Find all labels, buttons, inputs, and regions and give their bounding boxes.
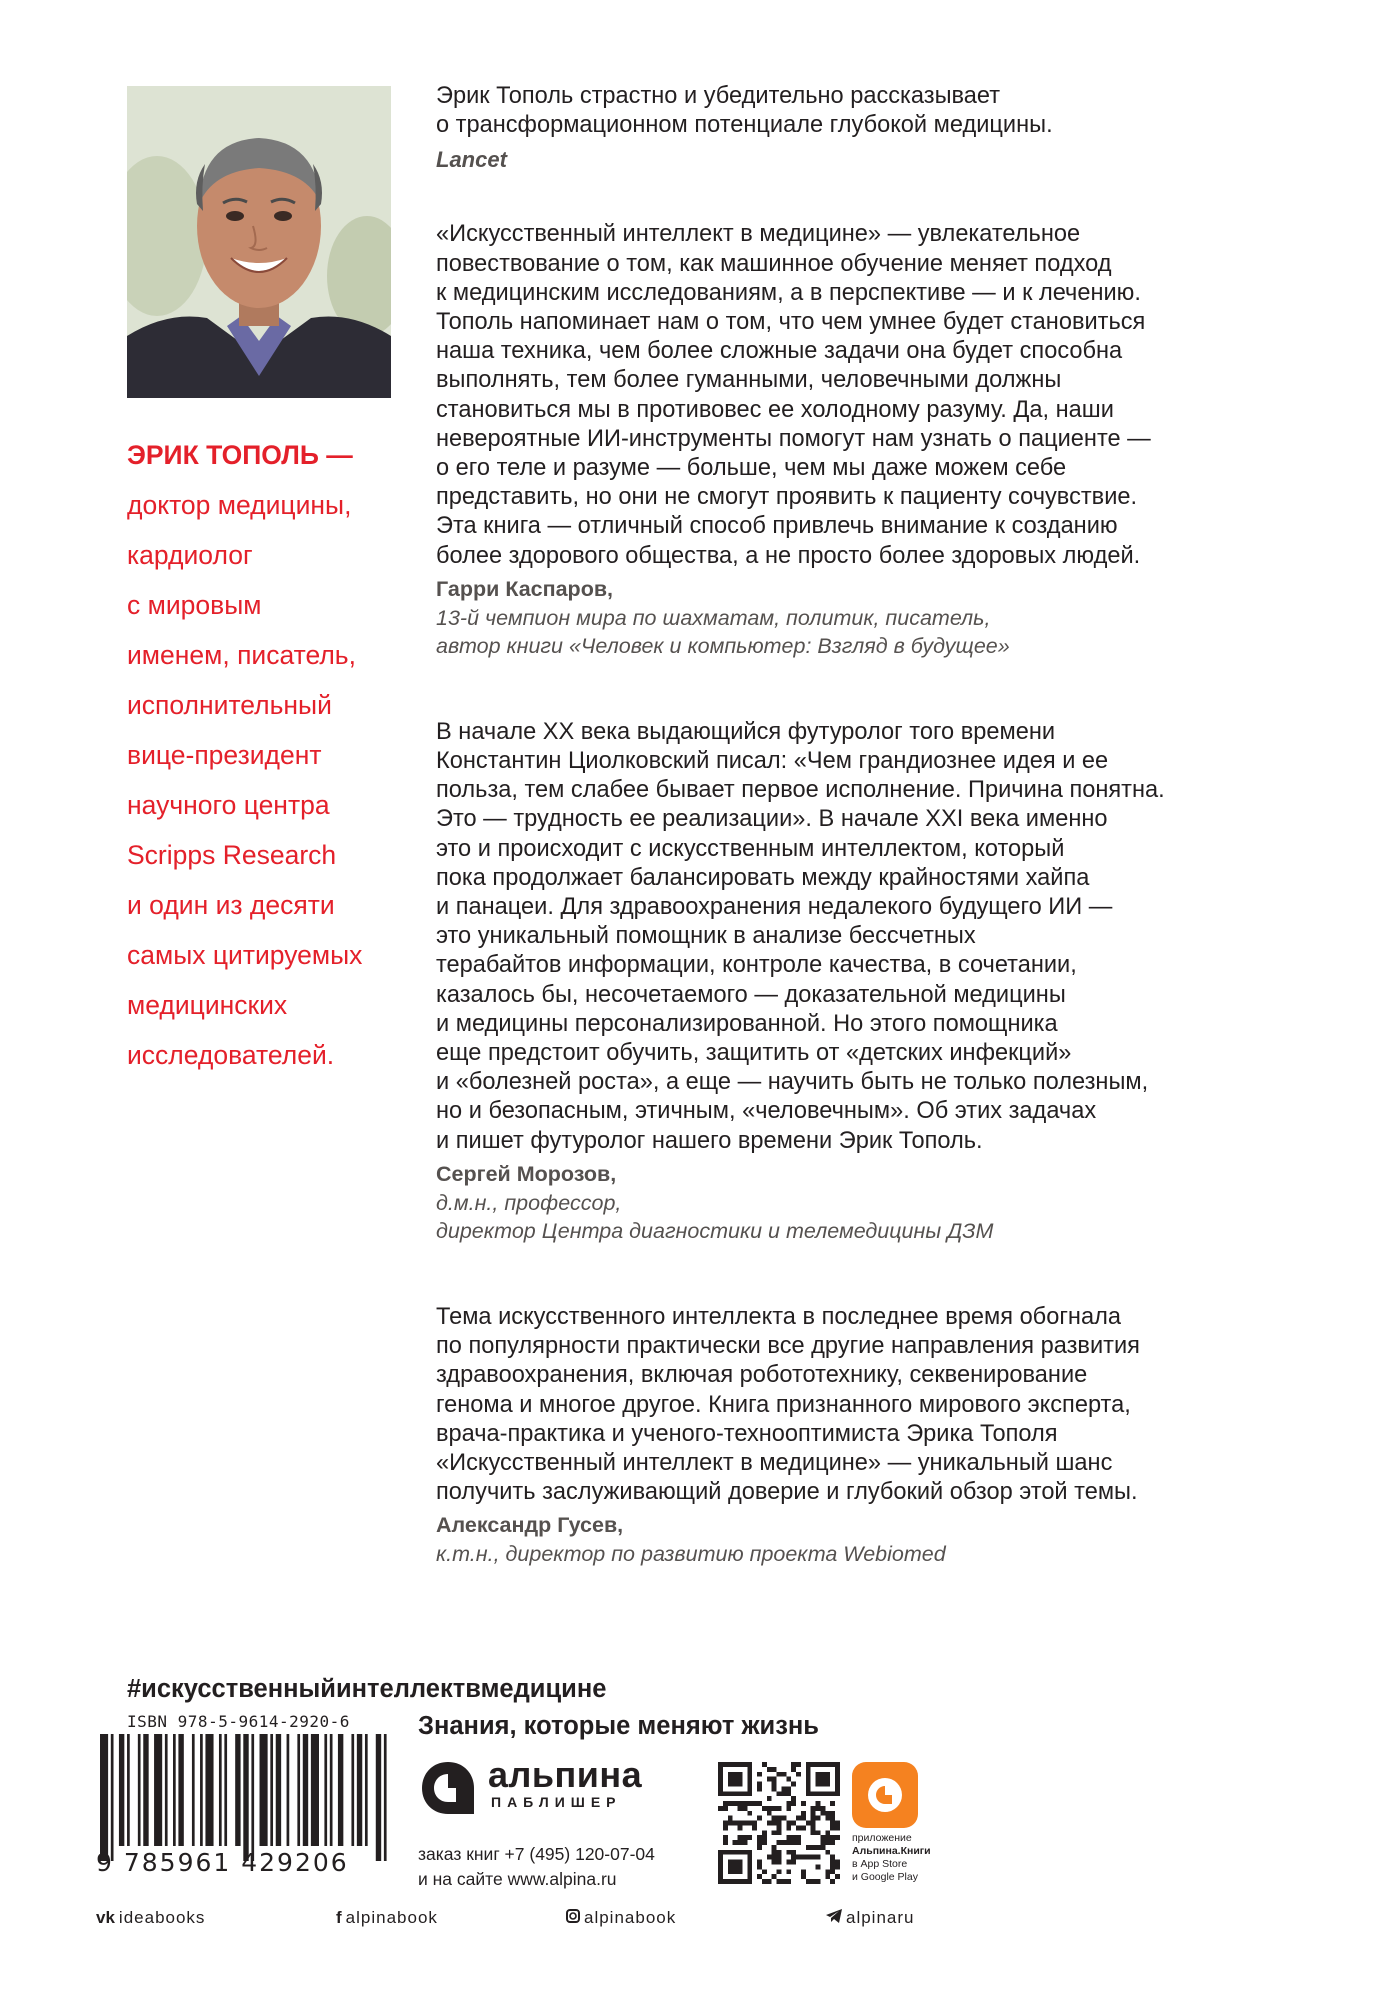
- quote-line: представить, но они не смогут проявить к пациенту сочувствие.: [436, 484, 1138, 511]
- publisher-slogan: Знания, которые меняют жизнь: [418, 1712, 819, 1740]
- quote-source-name: Lancet: [436, 147, 507, 173]
- quote-source-title: 13-й чемпион мира по шахматам, политик, писатель,: [436, 605, 991, 630]
- order-website: и на сайте www.alpina.ru: [418, 1869, 617, 1889]
- quote-line: Константин Циолковский писал: «Чем грандиознее идея и ее: [436, 748, 1109, 775]
- qr-code: [718, 1762, 840, 1884]
- author-bio-line: самых цитируемых: [127, 940, 363, 970]
- alpina-logo-icon: [418, 1758, 478, 1818]
- quote-line: невероятные ИИ-инструменты помогут нам узнать о пациенте —: [436, 425, 1151, 452]
- quote-line: Эта книга — отличный способ привлечь внимание к созданию: [436, 513, 1118, 540]
- quote-line: казалось бы, несочетаемого — доказательной медицины: [436, 981, 1066, 1008]
- quote-line: о его теле и разуме — больше, чем мы даже можем себе: [436, 455, 1067, 482]
- quote-line: выполнять, тем более гуманными, человечными должны: [436, 367, 1062, 394]
- quote-source-title: к.т.н., директор по развитию проекта Webiomed: [436, 1542, 946, 1567]
- author-bio-line: кардиолог: [127, 540, 253, 570]
- order-info: [418, 1842, 655, 1892]
- quote-source-title: автор книги «Человек и компьютер: Взгляд в будущее»: [436, 633, 1010, 658]
- quote-line: и пишет футуролог нашего времени Эрик Тополь.: [436, 1127, 983, 1154]
- author-bio-line: доктор медицины,: [127, 490, 352, 520]
- quote-line: и медицины персонализированной. Но этого помощника: [436, 1010, 1058, 1037]
- quote-line: В начале XX века выдающийся футуролог того времени: [436, 718, 1056, 745]
- quote-line: по популярности практически все другие направления развития: [436, 1333, 1140, 1360]
- facebook-icon: f: [336, 1908, 342, 1927]
- social-handle: alpinabook: [345, 1908, 438, 1927]
- social-telegram[interactable]: [826, 1908, 915, 1928]
- author-bio-line: вице-президент: [127, 740, 322, 770]
- quote-line: еще предстоит обучить, защитить от «детских инфекций»: [436, 1040, 1072, 1067]
- app-store-text: [852, 1832, 931, 1884]
- quote-source-title: директор Центра диагностики и телемедицины ДЗМ: [436, 1218, 994, 1243]
- app-text-line: приложение: [852, 1832, 912, 1844]
- quote-source-name: Сергей Морозов,: [436, 1161, 617, 1186]
- quote-line: это уникальный помощник в анализе бессчетных: [436, 923, 976, 950]
- author-bio-line: научного центра: [127, 790, 330, 820]
- quote-line: польза, тем слабее бывает первое исполнение. Причина понятна.: [436, 777, 1165, 804]
- quote-kasparov: [436, 220, 1336, 659]
- author-bio-line: Scripps Research: [127, 840, 337, 870]
- quote-line: это и происходит с искусственным интеллектом, который: [436, 835, 1065, 862]
- quote-line: здравоохранения, включая робототехнику, секвенирование: [436, 1362, 1088, 1389]
- quote-line: Это — трудность ее реализации». В начале XXI века именно: [436, 806, 1108, 833]
- author-bio: [127, 430, 417, 1080]
- author-bio-line: медицинских: [127, 990, 288, 1020]
- app-text-line: в App Store: [852, 1858, 908, 1870]
- vk-icon: vk: [96, 1908, 115, 1927]
- social-facebook[interactable]: [336, 1908, 438, 1928]
- barcode: [100, 1734, 392, 1861]
- quote-line: становиться мы в противовес ее холодному разуму. Да, наши: [436, 396, 1114, 423]
- publisher-name: альпина: [488, 1754, 643, 1795]
- quote-source-title: д.м.н., профессор,: [436, 1190, 622, 1215]
- social-vk[interactable]: [96, 1908, 205, 1928]
- quote-gusev: [436, 1303, 1336, 1568]
- quote-line: и «болезней роста», а еще — научить быть не только полезным,: [436, 1069, 1149, 1096]
- app-icon: [852, 1762, 918, 1828]
- quote-line: «Искусственный интеллект в медицине» — уникальный шанс: [436, 1449, 1113, 1476]
- app-text-line: и Google Play: [852, 1871, 918, 1883]
- quote-line: Тополь напоминает нам о том, что чем умнее будет становиться: [436, 309, 1146, 336]
- author-bio-line: и один из десяти: [127, 890, 335, 920]
- quote-line: наша техника, чем более сложные задачи она будет способна: [436, 338, 1123, 365]
- barcode-number: 9 785961 429206: [96, 1848, 349, 1877]
- quote-line: «Искусственный интеллект в медицине» — увлекательное: [436, 221, 1081, 248]
- social-instagram[interactable]: [566, 1908, 676, 1928]
- quote-line: генома и многое другое. Книга признанного мирового эксперта,: [436, 1391, 1131, 1418]
- hashtag: #искусственныйинтеллектвмедицине: [127, 1675, 607, 1703]
- quote-lancet: [436, 82, 1336, 175]
- publisher-brand: [488, 1756, 642, 1810]
- author-bio-line: именем, писатель,: [127, 640, 356, 670]
- author-name: ЭРИК ТОПОЛЬ —: [127, 440, 353, 470]
- app-text-line: Альпина.Книги: [852, 1845, 931, 1857]
- quote-line: получить заслуживающий доверие и глубокий обзор этой темы.: [436, 1479, 1138, 1506]
- quote-line: Тема искусственного интеллекта в последнее время обогнала: [436, 1303, 1121, 1330]
- quote-line: врача-практика и ученого-технооптимиста Эрика Тополя: [436, 1420, 1058, 1447]
- quote-line: к медицинским исследованиям, а в перспективе — и к лечению.: [436, 279, 1141, 306]
- quote-morozov: [436, 718, 1336, 1245]
- isbn-text: ISBN 978-5-9614-2920-6: [127, 1712, 350, 1731]
- quote-source-name: Гарри Каспаров,: [436, 576, 614, 601]
- author-bio-line: с мировым: [127, 590, 262, 620]
- social-handle: ideabooks: [118, 1908, 206, 1927]
- order-phone: заказ книг +7 (495) 120-07-04: [418, 1844, 655, 1864]
- quote-line: Эрик Тополь страстно и убедительно рассказывает: [436, 83, 1001, 109]
- social-handle: alpinabook: [584, 1908, 677, 1927]
- author-bio-line: исполнительный: [127, 690, 332, 720]
- author-photo: [127, 86, 391, 398]
- quote-line: пока продолжает балансировать между крайностями хайпа: [436, 864, 1090, 891]
- instagram-icon: [566, 1908, 580, 1928]
- review-quotes: [436, 82, 1336, 1568]
- social-handle: alpinaru: [846, 1908, 915, 1927]
- telegram-icon: [826, 1908, 842, 1928]
- author-bio-line: исследователей.: [127, 1040, 335, 1070]
- publisher-subname: ПАБЛИШЕР: [491, 1794, 622, 1810]
- quote-line: более здорового общества, а не просто более здоровых людей.: [436, 542, 1141, 569]
- quote-line: повествование о том, как машинное обучение меняет подход: [436, 250, 1112, 277]
- quote-line: о трансформационном потенциале глубокой медицины.: [436, 112, 1053, 139]
- quote-line: но и безопасным, этичным, «человечным». Об этих задачах: [436, 1098, 1097, 1125]
- quote-source-name: Александр Гусев,: [436, 1513, 624, 1538]
- quote-line: и панацеи. Для здравоохранения недалекого будущего ИИ —: [436, 894, 1113, 921]
- quote-line: терабайтов информации, контроле качества, в сочетании,: [436, 952, 1077, 979]
